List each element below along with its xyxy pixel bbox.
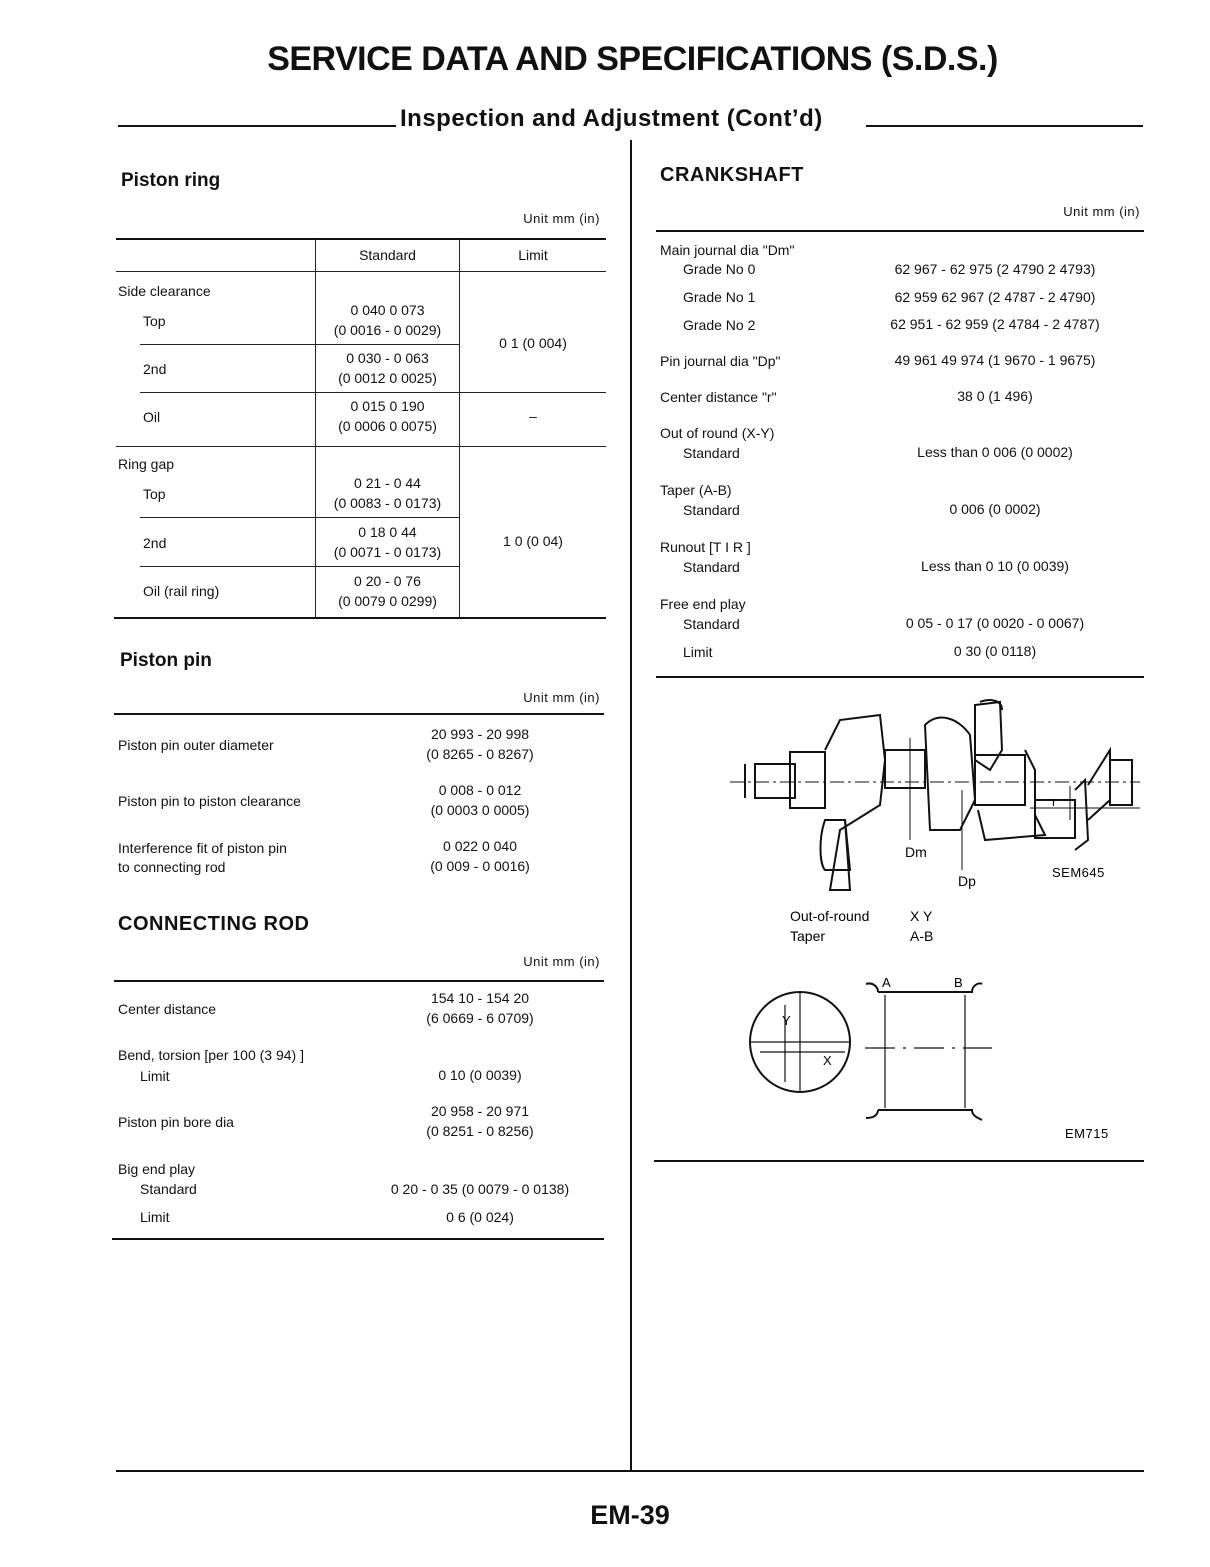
rod-bore-value-in: (0 8251 - 0 8256) [426,1123,534,1139]
side-clearance-label: Side clearance [118,283,211,299]
runout-value: Less than 0 10 (0 0039) [921,558,1069,574]
legend-oor-label: Out-of-round [790,908,870,924]
rod-center-value-in: (6 0669 - 6 0709) [426,1010,534,1026]
center-distance-label: Center distance "r" [660,389,777,405]
label-a: A [882,975,891,990]
table-rule [114,617,606,619]
rod-bend-value: 0 10 (0 0039) [438,1067,522,1083]
legend-oor-value: X Y [910,908,933,924]
pin-row-value-in: (0 009 - 0 0016) [430,858,530,874]
grade-value: 62 959 62 967 (2 4787 - 2 4790) [894,289,1096,305]
row-standard: 0 20 - 0 76 [354,573,421,589]
rod-center-label: Center distance [118,1001,217,1017]
row-label: 2nd [143,535,167,551]
row-label: Oil [143,409,161,425]
row-standard: 0 015 0 190 [350,398,425,414]
pin-journal-value: 49 961 49 974 (1 9670 - 1 9675) [894,352,1096,368]
rod-bend-label: Bend, torsion [per 100 (3 94) ] [118,1047,304,1063]
row-label: Oil (rail ring) [143,583,220,599]
runout-label: Runout [T I R ] [660,539,751,555]
piston-pin-title: Piston pin [120,650,212,671]
pin-row-value: 20 993 - 20 998 [430,726,530,742]
taper-sub: Standard [683,502,740,518]
row-standard: 0 030 - 0 063 [346,350,429,366]
subtitle-rule-left [118,125,396,127]
subtitle-rule-right [866,125,1143,127]
footer-rule [116,1470,1144,1472]
table-rule [116,271,606,272]
label-y: Y [782,1013,791,1028]
pin-row-label: Piston pin to piston clearance [118,793,301,809]
table-rule [656,676,1144,678]
row-standard-in: (0 0083 - 0 0173) [333,495,442,511]
free-end-std-value: 0 05 - 0 17 (0 0020 - 0 0067) [905,615,1085,631]
center-distance-value: 38 0 (1 496) [957,388,1033,404]
row-label: Top [143,486,166,502]
row-standard-in: (0 0006 0 0075) [338,418,437,434]
table-rule [140,392,606,393]
header-standard: Standard [359,247,416,263]
diagram-code-2: EM715 [1065,1126,1109,1141]
crankshaft-unit: Unit mm (in) [1063,204,1140,219]
table-rule [114,980,604,982]
table-rule [112,1238,604,1240]
runout-sub: Standard [683,559,740,575]
out-of-round-value: Less than 0 006 (0 0002) [917,444,1073,460]
row-standard-in: (0 0079 0 0299) [338,593,437,609]
crank-web [825,715,885,890]
row-standard-in: (0 0016 - 0 0029) [333,322,442,338]
connecting-rod-title: CONNECTING ROD [118,913,310,935]
diagram-bottom-rule [654,1160,1144,1162]
row-standard: 0 18 0 44 [358,524,417,540]
taper-label: Taper (A-B) [660,482,732,498]
row-standard: 0 040 0 073 [350,302,425,318]
rod-bigend-label: Big end play [118,1161,196,1177]
crankshaft-title: CRANKSHAFT [660,164,804,186]
pin-row-value: 0 008 - 0 012 [438,782,522,798]
connecting-rod-unit: Unit mm (in) [523,954,600,969]
grade-label: Grade No 0 [683,261,756,277]
label-dm: Dm [905,844,927,860]
oil-limit: – [529,408,537,424]
column-divider [630,140,632,1470]
piston-pin-unit: Unit mm (in) [523,690,600,705]
diagram-code-1: SEM645 [1052,865,1105,880]
row-standard: 0 21 - 0 44 [354,475,421,491]
side-clearance-limit: 0 1 (0 004) [499,335,567,351]
free-end-std-label: Standard [683,616,740,632]
legend-taper-label: Taper [790,928,826,944]
pin-row-label: Piston pin outer diameter [118,737,274,753]
ring-gap-limit: 1 0 (0 04) [503,533,563,549]
out-of-round-label: Out of round (X-Y) [660,425,775,441]
table-rule [140,344,459,345]
free-end-lim-label: Limit [683,644,713,660]
taper-value: 0 006 (0 0002) [949,501,1041,517]
table-rule [116,238,606,240]
grade-label: Grade No 2 [683,317,756,333]
out-of-round-sub: Standard [683,445,740,461]
label-x: X [823,1053,832,1068]
row-label: Top [143,313,166,329]
rod-bigend-std-value: 0 20 - 0 35 (0 0079 - 0 0138) [390,1181,570,1197]
grade-value: 62 967 - 62 975 (2 4790 2 4793) [894,261,1096,277]
table-rule [114,713,604,715]
rod-bigend-lim-label: Limit [140,1209,170,1225]
grade-value: 62 951 - 62 959 (2 4784 - 2 4787) [890,316,1100,332]
rod-bigend-lim-value: 0 6 (0 024) [446,1209,514,1225]
page-subtitle: Inspection and Adjustment (Cont’d) [400,105,823,132]
table-rule [140,566,459,567]
label-r: r [1052,794,1057,809]
label-b: B [954,975,963,990]
piston-ring-unit: Unit mm (in) [523,211,600,226]
rod-bore-label: Piston pin bore dia [118,1114,234,1130]
free-end-label: Free end play [660,596,746,612]
table-vline [459,239,460,618]
table-rule [116,446,606,447]
free-end-lim-value: 0 30 (0 0118) [953,643,1037,659]
rod-bend-sub: Limit [140,1068,170,1084]
pin-row-value: 0 022 0 040 [443,838,517,854]
pin-row-label-2: to connecting rod [118,859,226,875]
legend-taper-value: A-B [910,928,934,944]
header-limit: Limit [518,247,548,263]
pin-row-label: Interference fit of piston pin [118,840,287,856]
rod-bigend-std-label: Standard [140,1181,197,1197]
row-label: 2nd [143,361,167,377]
grade-label: Grade No 1 [683,289,756,305]
ring-gap-label: Ring gap [118,456,175,472]
crankshaft-diagram [640,690,1140,1170]
page-number: EM-39 [590,1500,670,1530]
table-rule [656,230,1144,232]
pin-row-value-in: (0 0003 0 0005) [430,802,530,818]
page-title: SERVICE DATA AND SPECIFICATIONS (S.D.S.) [267,40,998,78]
label-dp: Dp [958,873,976,889]
pin-row-value-in: (0 8265 - 0 8267) [426,746,534,762]
pin-journal-label: Pin journal dia "Dp" [660,353,781,369]
rod-center-value: 154 10 - 154 20 [430,990,530,1006]
main-journal-label: Main journal dia "Dm" [660,242,795,258]
table-rule [140,517,459,518]
rod-bore-value: 20 958 - 20 971 [430,1103,530,1119]
piston-ring-title: Piston ring [121,170,221,191]
row-standard-in: (0 0012 0 0025) [338,370,437,386]
row-standard-in: (0 0071 - 0 0173) [333,544,442,560]
